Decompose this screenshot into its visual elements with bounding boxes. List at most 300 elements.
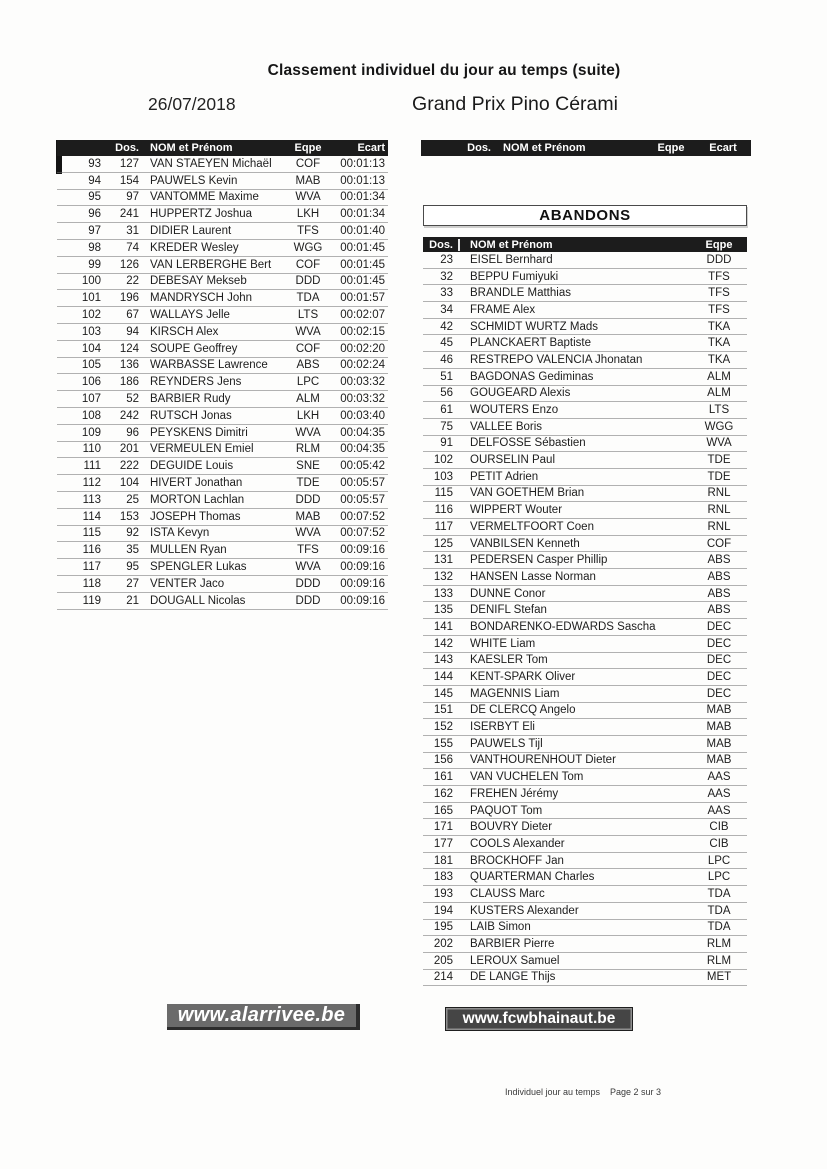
rider-name-cell: OURSELIN Paul: [470, 454, 556, 467]
table-row: [57, 324, 388, 341]
rider-name-cell: VAN LERBERGHE Bert: [150, 258, 272, 271]
dos-cell: 92: [126, 527, 139, 540]
abandons-section-title: ABANDONS: [423, 205, 747, 226]
rank-cell: 118: [82, 577, 101, 590]
team-cell: MAB: [295, 174, 321, 187]
race-date: 26/07/2018: [148, 94, 236, 114]
abandons-table-header: [423, 237, 747, 252]
team-cell: LKH: [296, 208, 320, 221]
right-table-header: [421, 140, 751, 156]
dos-cell: 34: [440, 303, 453, 316]
results-table: [57, 140, 388, 610]
dos-cell: 102: [433, 454, 453, 467]
team-cell: MAB: [706, 737, 732, 750]
table-row: [423, 936, 747, 953]
rider-name-cell: VAN GOETHEM Brian: [470, 487, 585, 500]
team-cell: ALM: [707, 387, 731, 400]
team-cell: AAS: [707, 787, 731, 800]
rider-name-cell: KREDER Wesley: [150, 241, 239, 254]
team-cell: AAS: [707, 771, 731, 784]
header-gap: Ecart: [357, 142, 385, 154]
team-cell: DDD: [295, 577, 321, 590]
table-row: [57, 425, 388, 442]
team-cell: TKA: [707, 337, 731, 350]
dos-cell: 35: [126, 544, 139, 557]
rider-name-cell: VALLEE Boris: [470, 420, 543, 433]
rider-name-cell: LAIB Simon: [470, 921, 531, 934]
gap-cell: 00:01:34: [340, 208, 385, 221]
dos-cell: 133: [433, 587, 453, 600]
gap-cell: 00:01:57: [340, 292, 385, 305]
rider-name-cell: PAQUOT Tom: [470, 804, 543, 817]
abandons-table-body: [423, 252, 747, 986]
team-cell: AAS: [707, 804, 731, 817]
header-team: Eqpe: [705, 238, 733, 251]
gap-cell: 00:01:45: [340, 258, 385, 271]
table-row: [423, 536, 747, 553]
dos-cell: 61: [440, 404, 453, 417]
dos-cell: 222: [119, 460, 139, 473]
team-cell: RNL: [707, 504, 731, 517]
gap-cell: 00:03:40: [340, 409, 385, 422]
team-cell: RNL: [707, 520, 731, 533]
rider-name-cell: WALLAYS Jelle: [150, 309, 230, 322]
header-dos: Dos.: [115, 142, 139, 154]
table-row: [423, 619, 747, 636]
gap-cell: 00:01:45: [340, 275, 385, 288]
team-cell: WVA: [295, 426, 321, 439]
rider-name-cell: BARBIER Pierre: [470, 938, 555, 951]
dos-cell: 165: [433, 804, 453, 817]
rider-name-cell: DE CLERCQ Angelo: [470, 704, 576, 717]
fcwbhainaut-banner: www.fcwbhainaut.be: [445, 1007, 633, 1031]
rider-name-cell: BOUVRY Dieter: [470, 821, 553, 834]
table-row: [423, 736, 747, 753]
rider-name-cell: VAN STAEYEN Michaël: [150, 157, 272, 170]
table-row: [423, 703, 747, 720]
team-cell: ABS: [707, 554, 731, 567]
table-row: [57, 206, 388, 223]
page-title: Classement individuel du jour au temps (suite): [267, 62, 621, 79]
team-cell: DDD: [295, 594, 321, 607]
footer-page-number: Page 2 sur 3: [610, 1087, 662, 1097]
team-cell: WVA: [295, 527, 321, 540]
rider-name-cell: PEDERSEN Casper Phillip: [470, 554, 608, 567]
dos-cell: 142: [433, 637, 453, 650]
rider-name-cell: LEROUX Samuel: [470, 954, 560, 967]
rider-name-cell: DELFOSSE Sébastien: [470, 437, 586, 450]
dos-cell: 103: [433, 470, 453, 483]
table-row: [423, 586, 747, 603]
rank-cell: 102: [81, 309, 101, 322]
rank-cell: 94: [88, 174, 101, 187]
team-cell: TDA: [296, 292, 320, 305]
gap-cell: 00:09:16: [340, 561, 385, 574]
gap-cell: 00:07:52: [340, 510, 385, 523]
rank-cell: 98: [88, 241, 101, 254]
table-row: [423, 769, 747, 786]
table-row: [423, 819, 747, 836]
rider-name-cell: HIVERT Jonathan: [150, 477, 243, 490]
rider-name-cell: VANBILSEN Kenneth: [470, 537, 580, 550]
table-row: [57, 307, 388, 324]
team-cell: CIB: [709, 821, 729, 834]
dos-cell: 145: [433, 687, 453, 700]
table-row: [423, 869, 747, 886]
gap-cell: 00:03:32: [340, 393, 385, 406]
team-cell: ABS: [707, 587, 731, 600]
dos-cell: 97: [126, 191, 139, 204]
table-row: [423, 970, 747, 987]
gap-cell: 00:09:16: [340, 577, 385, 590]
header-name: NOM et Prénom: [458, 239, 691, 251]
dos-cell: 116: [434, 504, 453, 517]
table-row: [423, 285, 747, 302]
results-table-header: [57, 140, 388, 156]
dos-cell: 205: [433, 954, 453, 967]
table-row: [57, 190, 388, 207]
team-cell: DDD: [706, 253, 732, 266]
table-row: [423, 920, 747, 937]
table-row: [423, 669, 747, 686]
header-dos: Dos.: [467, 142, 491, 154]
rider-name-cell: DUNNE Conor: [470, 587, 546, 600]
dos-cell: 23: [440, 253, 453, 266]
team-cell: TDA: [707, 904, 731, 917]
team-cell: TFS: [708, 287, 730, 300]
dos-cell: 177: [433, 837, 453, 850]
dos-cell: 171: [433, 821, 453, 834]
table-row: [423, 569, 747, 586]
team-cell: TFS: [297, 225, 319, 238]
rider-name-cell: DEBESAY Mekseb: [150, 275, 247, 288]
rider-name-cell: HUPPERTZ Joshua: [150, 208, 253, 221]
dos-cell: 144: [433, 671, 453, 684]
team-cell: DEC: [706, 671, 732, 684]
table-row: [57, 290, 388, 307]
table-row: [423, 552, 747, 569]
table-row: [57, 442, 388, 459]
table-row: [57, 458, 388, 475]
team-cell: TDE: [707, 454, 731, 467]
table-row: [57, 475, 388, 492]
team-cell: TDA: [707, 921, 731, 934]
dos-cell: 132: [433, 570, 453, 583]
dos-cell: 21: [126, 594, 139, 607]
dos-cell: 201: [119, 443, 139, 456]
dos-cell: 127: [119, 157, 139, 170]
rank-cell: 97: [88, 225, 101, 238]
table-row: [423, 602, 747, 619]
dos-cell: 75: [440, 420, 453, 433]
header-team: Eqpe: [657, 142, 685, 154]
rider-name-cell: VAN VUCHELEN Tom: [470, 771, 584, 784]
dos-cell: 104: [119, 477, 139, 490]
rider-name-cell: JOSEPH Thomas: [150, 510, 241, 523]
table-row: [57, 492, 388, 509]
abandons-table: [423, 237, 747, 986]
results-table-body: [57, 156, 388, 610]
team-cell: WVA: [706, 437, 732, 450]
rider-name-cell: VERMELTFOORT Coen: [470, 520, 594, 533]
table-row: [57, 257, 388, 274]
dos-cell: 151: [433, 704, 453, 717]
rank-cell: 105: [81, 359, 101, 372]
table-row: [423, 686, 747, 703]
rank-cell: 96: [88, 208, 101, 221]
team-cell: ABS: [707, 570, 731, 583]
team-cell: TDE: [707, 470, 731, 483]
rider-name-cell: BRÄNDLE Matthias: [470, 287, 571, 300]
table-row: [423, 452, 747, 469]
dos-cell: 181: [433, 854, 453, 867]
team-cell: RLM: [706, 954, 732, 967]
team-cell: LTS: [708, 404, 730, 417]
rider-name-cell: MANDRYSCH John: [150, 292, 253, 305]
team-cell: WVA: [295, 191, 321, 204]
team-cell: LKH: [296, 409, 320, 422]
team-cell: WGG: [704, 420, 734, 433]
rank-cell: 113: [82, 493, 101, 506]
rank-cell: 95: [88, 191, 101, 204]
table-row: [57, 559, 388, 576]
gap-cell: 00:03:32: [340, 376, 385, 389]
dos-cell: 22: [126, 275, 139, 288]
team-cell: TFS: [297, 544, 319, 557]
table-row: [423, 469, 747, 486]
team-cell: MAB: [706, 721, 732, 734]
dos-cell: 42: [440, 320, 453, 333]
table-row: [57, 358, 388, 375]
rank-cell: 109: [81, 426, 101, 439]
rider-name-cell: BROCKHOFF Jan: [470, 854, 564, 867]
dos-cell: 25: [126, 493, 139, 506]
rank-cell: 108: [81, 409, 101, 422]
team-cell: TKA: [707, 353, 731, 366]
team-cell: WVA: [295, 325, 321, 338]
rank-cell: 107: [81, 393, 101, 406]
header-team: Eqpe: [294, 142, 322, 154]
rank-cell: 110: [82, 443, 101, 456]
table-row: [423, 352, 747, 369]
dos-cell: 161: [433, 771, 453, 784]
table-row: [423, 419, 747, 436]
dos-cell: 31: [126, 225, 139, 238]
gap-cell: 00:09:16: [340, 544, 385, 557]
header-name: NOM et Prénom: [503, 142, 586, 154]
table-row: [57, 526, 388, 543]
team-cell: RNL: [707, 487, 731, 500]
dos-cell: 27: [126, 577, 139, 590]
dos-cell: 153: [119, 510, 139, 523]
header-dos: Dos.: [429, 238, 453, 251]
rank-cell: 93: [88, 157, 101, 170]
rider-name-cell: HANSEN Lasse Norman: [470, 570, 596, 583]
rank-cell: 115: [82, 527, 101, 540]
rider-name-cell: REYNDERS Jens: [150, 376, 242, 389]
rider-name-cell: WHITE Liam: [470, 637, 536, 650]
rider-name-cell: BONDARENKO-EDWARDS Sascha: [470, 620, 656, 633]
table-row: [423, 653, 747, 670]
rider-name-cell: SOUPE Geoffrey: [150, 342, 238, 355]
team-cell: RLM: [295, 443, 321, 456]
rider-name-cell: DIDIER Laurent: [150, 225, 232, 238]
rider-name-cell: PETIT Adrien: [470, 470, 539, 483]
team-cell: ALM: [296, 393, 320, 406]
race-name: Grand Prix Pino Cérami: [412, 93, 618, 115]
gap-cell: 00:02:24: [340, 359, 385, 372]
rank-cell: 106: [81, 376, 101, 389]
rank-cell: 99: [88, 258, 101, 271]
rider-name-cell: ISERBYT Eli: [470, 721, 535, 734]
team-cell: ABS: [707, 604, 731, 617]
team-cell: DDD: [295, 275, 321, 288]
dos-cell: 131: [433, 554, 453, 567]
table-row: [57, 391, 388, 408]
dos-cell: 46: [440, 353, 453, 366]
gap-cell: 00:02:15: [340, 325, 385, 338]
gap-cell: 00:01:45: [340, 241, 385, 254]
gap-cell: 00:05:57: [340, 493, 385, 506]
rank-cell: 112: [82, 477, 101, 490]
rider-name-cell: VANTHOURENHOUT Dieter: [470, 754, 616, 767]
team-cell: LPC: [707, 871, 731, 884]
table-row: [57, 173, 388, 190]
dos-cell: 162: [433, 787, 453, 800]
rider-name-cell: PLANCKAERT Baptiste: [470, 337, 592, 350]
table-row: [423, 502, 747, 519]
rider-name-cell: SCHMIDT WÜRTZ Mads: [470, 320, 598, 333]
rider-name-cell: DEGUIDE Louis: [150, 460, 234, 473]
gap-cell: 00:01:34: [340, 191, 385, 204]
dos-cell: 154: [119, 174, 139, 187]
gap-cell: 00:09:16: [340, 594, 385, 607]
table-row: [423, 903, 747, 920]
dos-cell: 124: [119, 342, 139, 355]
rider-name-cell: BARBIER Rudy: [150, 393, 231, 406]
table-row: [57, 223, 388, 240]
gap-cell: 00:01:13: [340, 157, 385, 170]
team-cell: ALM: [707, 370, 731, 383]
rank-cell: 117: [82, 561, 101, 574]
rider-name-cell: GOUGEARD Alexis: [470, 387, 571, 400]
team-cell: LPC: [707, 854, 731, 867]
gap-cell: 00:01:13: [340, 174, 385, 187]
table-row: [423, 369, 747, 386]
table-row: [423, 335, 747, 352]
dos-cell: 186: [119, 376, 139, 389]
team-cell: DEC: [706, 620, 732, 633]
rider-name-cell: WARBASSE Lawrence: [150, 359, 268, 372]
table-row: [423, 836, 747, 853]
rider-name-cell: SPENGLER Lukas: [150, 561, 247, 574]
rider-name-cell: VANTOMME Maxime: [150, 191, 259, 204]
dos-cell: 52: [126, 393, 139, 406]
team-cell: MAB: [295, 510, 321, 523]
rider-name-cell: RUTSCH Jonas: [150, 409, 232, 422]
team-cell: TKA: [707, 320, 731, 333]
dos-cell: 194: [433, 904, 453, 917]
gap-cell: 00:05:57: [340, 477, 385, 490]
rider-name-cell: BAGDONAS Gediminas: [470, 370, 594, 383]
table-row: [57, 274, 388, 291]
dos-cell: 141: [433, 620, 453, 633]
team-cell: TFS: [708, 270, 730, 283]
table-row: [423, 402, 747, 419]
rank-cell: 119: [82, 594, 101, 607]
team-cell: DDD: [295, 493, 321, 506]
dos-cell: 32: [440, 270, 453, 283]
rank-cell: 114: [82, 510, 101, 523]
dos-cell: 74: [126, 241, 139, 254]
table-row: [423, 786, 747, 803]
rider-name-cell: BEPPU Fumiyuki: [470, 270, 559, 283]
table-row: [423, 803, 747, 820]
dos-cell: 125: [433, 537, 453, 550]
header-name: NOM et Prénom: [150, 142, 233, 154]
alarrivee-banner: www.alarrivee.be: [167, 1004, 360, 1030]
rider-name-cell: MAGENNIS Liam: [470, 687, 560, 700]
rider-name-cell: PEYSKENS Dimitri: [150, 426, 248, 439]
table-row: [423, 252, 747, 269]
dos-cell: 96: [126, 426, 139, 439]
table-row: [57, 509, 388, 526]
team-cell: MET: [706, 971, 732, 984]
gap-cell: 00:02:20: [340, 342, 385, 355]
table-row: [423, 953, 747, 970]
gap-cell: 00:05:42: [340, 460, 385, 473]
dos-cell: 155: [433, 737, 453, 750]
rank-cell: 101: [81, 292, 101, 305]
rider-name-cell: DOUGALL Nicolas: [150, 594, 246, 607]
dos-cell: 241: [119, 208, 139, 221]
table-row: [423, 386, 747, 403]
dos-cell: 183: [433, 871, 453, 884]
table-row: [423, 636, 747, 653]
table-row: [57, 542, 388, 559]
team-cell: SNE: [296, 460, 320, 473]
rider-name-cell: DE LANGE Thijs: [470, 971, 556, 984]
dos-cell: 45: [440, 337, 453, 350]
dos-cell: 95: [126, 561, 139, 574]
team-cell: TDE: [296, 477, 320, 490]
dos-cell: 195: [433, 921, 453, 934]
dos-cell: 126: [119, 258, 139, 271]
table-row: [57, 341, 388, 358]
table-row: [57, 593, 388, 610]
team-cell: DEC: [706, 637, 732, 650]
dos-cell: 56: [440, 387, 453, 400]
dos-cell: 117: [434, 520, 453, 533]
team-cell: LPC: [296, 376, 320, 389]
table-row: [423, 719, 747, 736]
team-cell: DEC: [706, 654, 732, 667]
rider-name-cell: FREHEN Jérémy: [470, 787, 559, 800]
gap-cell: 00:01:40: [340, 225, 385, 238]
dos-cell: 51: [440, 370, 453, 383]
team-cell: COF: [706, 537, 732, 550]
rider-name-cell: VENTER Jaco: [150, 577, 225, 590]
team-cell: TFS: [708, 303, 730, 316]
table-row: [423, 436, 747, 453]
rider-name-cell: DENIFL Stefan: [470, 604, 547, 617]
table-row: [423, 519, 747, 536]
rank-cell: 111: [83, 460, 101, 473]
gap-cell: 00:04:35: [340, 443, 385, 456]
rider-name-cell: WOUTERS Enzo: [470, 404, 559, 417]
dos-cell: 94: [126, 325, 139, 338]
rank-cell: 116: [82, 544, 101, 557]
